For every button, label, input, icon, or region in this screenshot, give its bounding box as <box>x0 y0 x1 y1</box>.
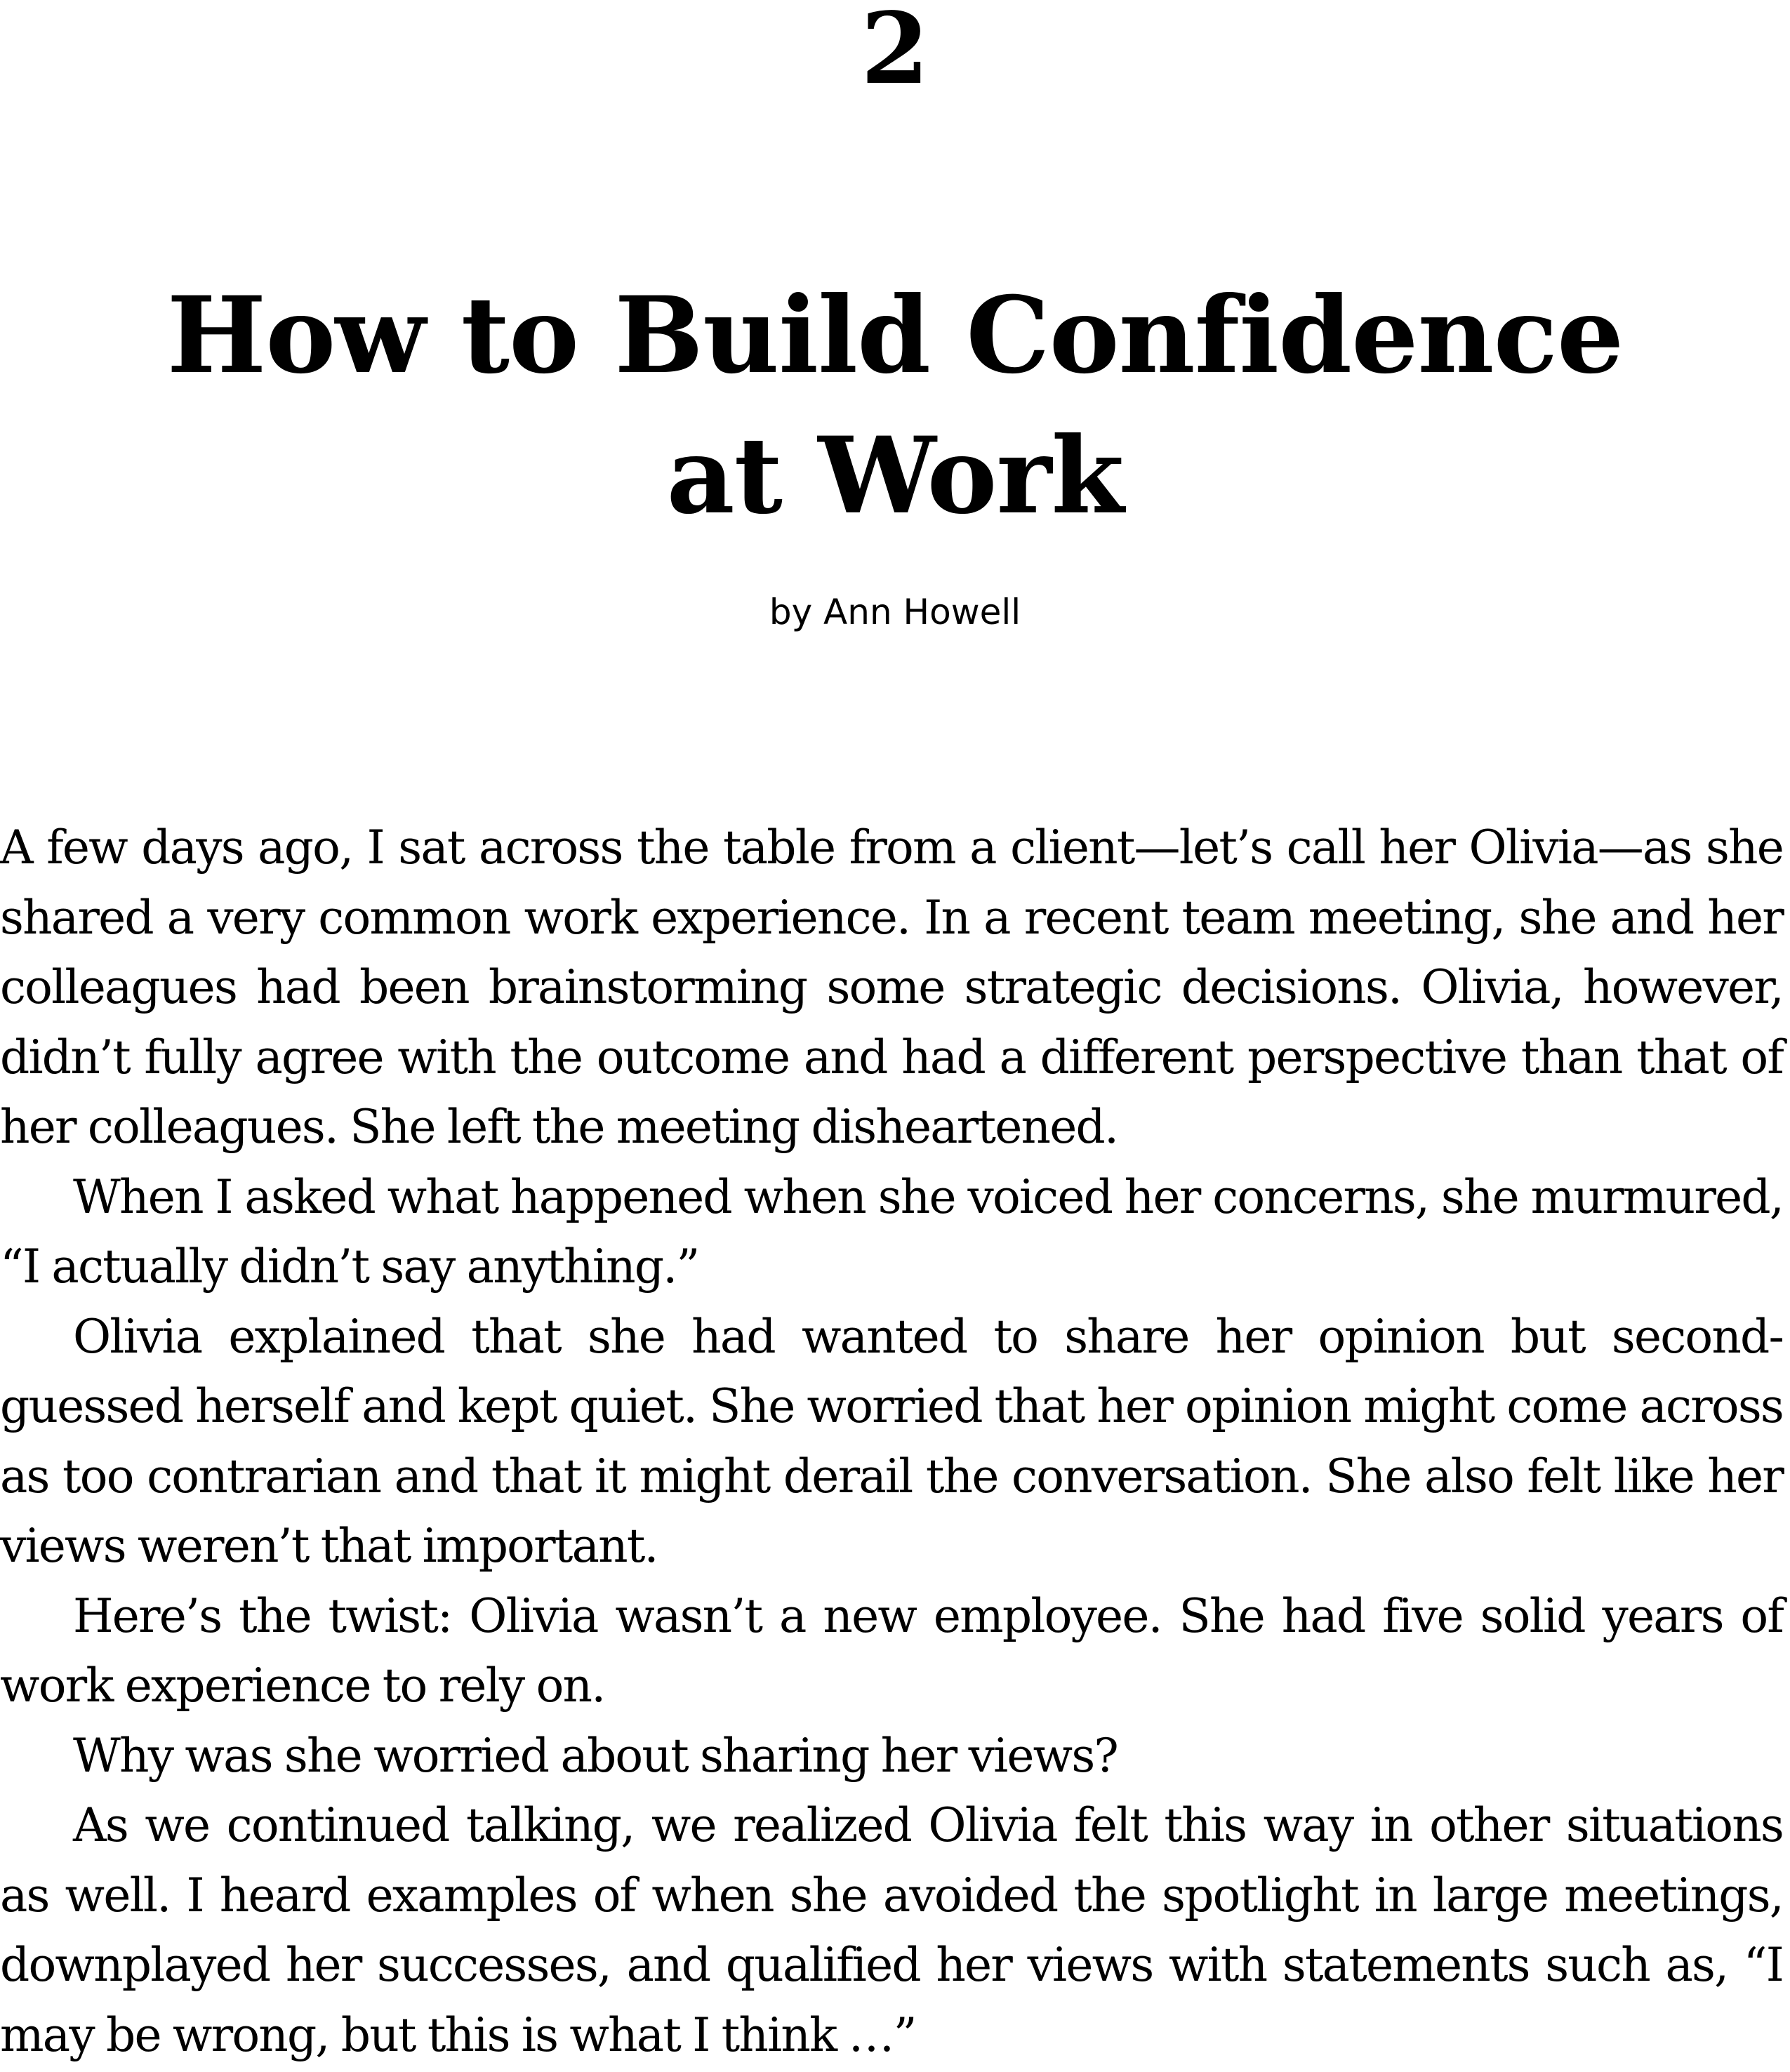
chapter-title: How to Build Confidence at Work <box>166 274 1624 538</box>
author-byline: by Ann Howell <box>769 592 1021 632</box>
chapter-body <box>0 813 1783 2070</box>
paragraph-2: When I asked what happened when she voiced her concerns, she murmured, “I actually didn’t say anything.” <box>0 1169 1783 1294</box>
paragraph-4: Here’s the twist: Olivia wasn’t a new employee. She had five solid years of work experience to rely on. <box>0 1588 1783 1713</box>
paragraph-5: Why was she worried about sharing her views? <box>73 1728 1118 1783</box>
paragraph-1: A few days ago, I sat across the table from a client—let’s call her Olivia—as she shared a very common work experience. In a recent team meeting, she and her colleagues had been brainstorming some strategic decisions. Olivia, however, didn’t fully agree with the outcome and had a different perspective than that of her colleagues. She left the meeting disheartened. <box>0 821 1783 1154</box>
paragraph-3: Olivia explained that she had wanted to share her opinion but second-guessed herself and kept quiet. She worried that her opinion might come across as too contrarian and that it might derail the conversation. She also felt like her views weren’t that important. <box>0 1309 1783 1573</box>
chapter-number: 2 <box>861 0 929 107</box>
paragraph-6: As we continued talking, we realized Olivia felt this way in other situations as well. I heard examples of when she avoided the spotlight in large meetings, downplayed her successes, and qualified her views with statements such as, “I may be wrong, but this is what I think …” <box>0 1798 1783 2062</box>
